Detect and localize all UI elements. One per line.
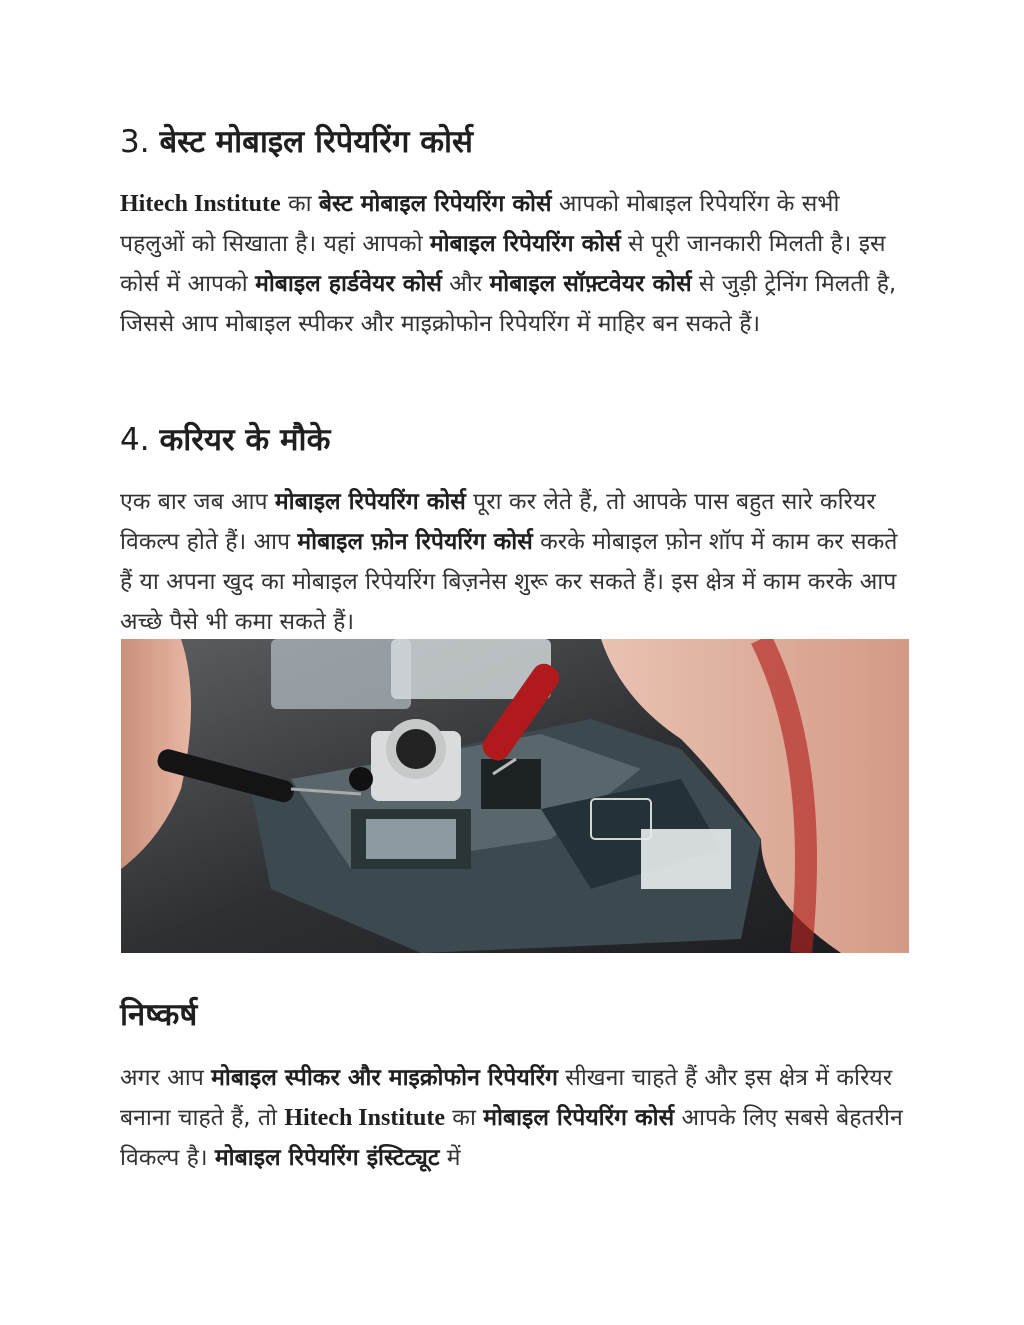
- conclusion-title: निष्कर्ष: [120, 997, 198, 1033]
- section-3-title: बेस्ट मोबाइल रिपेयरिंग कोर्स: [159, 124, 473, 160]
- section-4-heading: [120, 420, 330, 460]
- text-run: से जुड़ी ट्रेनिंग मिलती है, जिससे आप मोबाइल स्पीकर और माइक्रोफोन रिपेयरिंग में माहिर बन सकते हैं।: [120, 271, 897, 337]
- conclusion-heading: [120, 995, 197, 1035]
- mobile-repair-photo: [121, 639, 909, 953]
- bold-phrase: मोबाइल रिपेयरिंग कोर्स: [483, 1105, 675, 1131]
- text-run: आपके लिए सबसे बेहतरीन विकल्प है।: [120, 1105, 903, 1171]
- section-4-paragraph: [120, 482, 910, 642]
- section-4-number: 4.: [120, 422, 150, 458]
- institute-name: Hitech Institute: [120, 191, 281, 217]
- text-run: आपको मोबाइल रिपेयरिंग के सभी पहलुओं को सिखाता है। यहां आपको: [120, 191, 840, 257]
- section-3-heading: [120, 122, 473, 162]
- section-3-paragraph: [120, 184, 910, 344]
- text-run: में: [439, 1145, 461, 1171]
- bold-phrase: मोबाइल हार्डवेयर कोर्स: [255, 271, 442, 297]
- text-run: अगर आप: [120, 1065, 212, 1091]
- text-run: का: [444, 1105, 484, 1131]
- text-run: का: [280, 191, 319, 217]
- phone-circuit-board-illustration: [121, 639, 909, 953]
- bold-phrase: मोबाइल स्पीकर और माइक्रोफोन रिपेयरिंग: [211, 1065, 558, 1091]
- bold-phrase: मोबाइल फ़ोन रिपेयरिंग कोर्स: [297, 529, 533, 555]
- text-run: और: [441, 271, 490, 297]
- text-run: सीखना चाहते हैं और इस क्षेत्र में करियर बनाना चाहते हैं, तो: [120, 1065, 893, 1131]
- text-run: एक बार जब आप: [120, 489, 275, 515]
- bold-phrase: मोबाइल रिपेयरिंग कोर्स: [429, 231, 621, 257]
- bold-phrase: मोबाइल रिपेयरिंग कोर्स: [274, 489, 466, 515]
- text-run: से पूरी जानकारी मिलती है। इस कोर्स में आपको: [120, 231, 886, 297]
- conclusion-paragraph: [120, 1058, 910, 1178]
- text-run: करके मोबाइल फ़ोन शॉप में काम कर सकते हैं या अपना खुद का मोबाइल रिपेयरिंग बिज़नेस शुरू कर सकते हैं। इस क्षेत्र में काम करके आप अच्छे पैसे भी कमा सकते हैं।: [120, 529, 898, 635]
- section-3-number: 3.: [120, 124, 150, 160]
- bold-phrase: मोबाइल सॉफ़्टवेयर कोर्स: [489, 271, 692, 297]
- bold-phrase: बेस्ट मोबाइल रिपेयरिंग कोर्स: [318, 191, 552, 217]
- section-4-title: करियर के मौके: [159, 422, 331, 458]
- bold-phrase: मोबाइल रिपेयरिंग इंस्टिट्यूट: [214, 1145, 440, 1171]
- text-run: पूरा कर लेते हैं, तो आपके पास बहुत सारे करियर विकल्प होते हैं। आप: [120, 489, 876, 555]
- institute-name: Hitech Institute: [284, 1105, 445, 1131]
